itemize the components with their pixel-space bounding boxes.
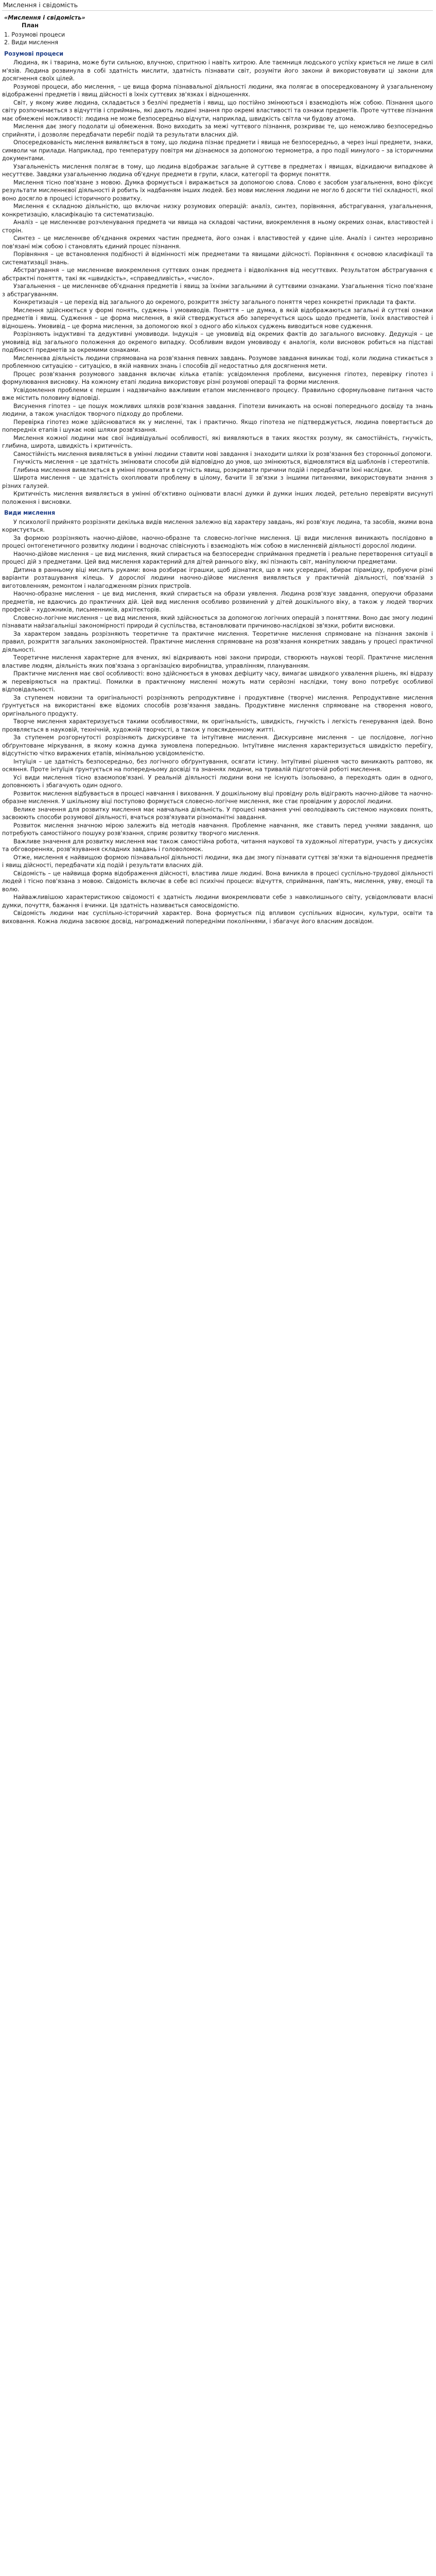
- paragraph: За формою розрізняють наочно-дійове, наочно-образне та словесно-логічне мислення. Ці види мислення виникають послідовно в процесі онтогенетичного розвитку людини і водночас співіснують і взаємодіють між собою в мисленнєвій діяльності дорослої людини.: [2, 534, 433, 549]
- paragraph: Отже, мислення є найвищою формою пізнавальної діяльності людини, яка дає змогу пізнавати суттєві зв'язки та відношення предметів і явищ дійсності, передбачати хід подій і результати власних дій.: [2, 854, 433, 869]
- section-title: Розумові процеси: [4, 50, 64, 57]
- paragraph: Самостійність мислення виявляється в умінні людини ставити нові завдання і знаходити шляхи їх розв'язання без сторонньої допомоги.: [13, 450, 432, 457]
- document-subtitle: План: [22, 22, 39, 29]
- paragraph: Дитина в ранньому віці мислить руками: вона розбирає іграшки, щоб дізнатися, що в них усередині, збирає пірамідку, пробуючи різні варіанти розташування кілець. У дорослої людини наочно-дійове мислення виявляється у практичній діяльності, пов'язаній з виготовленням, ремонтом і налагодженням різних пристроїв.: [2, 566, 433, 589]
- paragraph: Наочно-образне мислення – це вид мислення, який спирається на образи уявлення. Людина розв'язує завдання, оперуючи образами предметів, не вдаючись до практичних дій. Цей вид мислення особливо розвинений у дітей дошкільного віку, а також у людей творчих професій – художників, письменників, архітекторів.: [2, 590, 433, 613]
- paragraph: Найважливішою характеристикою свідомості є здатність людини виокремлювати себе з навколишнього світу, усвідомлювати власні думки, почуття, бажання і вчинки. Ця здатність називається самосвідомістю.: [2, 894, 433, 909]
- plan-item-2: 2. Види мислення: [4, 39, 58, 46]
- content-sections: [2, 50, 433, 926]
- paragraph: Узагальнення – це мисленнєве об'єднання предметів і явищ за їхніми загальними й суттєвими ознаками. Узагальнення тісно пов'язане з абстрагуванням.: [2, 283, 433, 298]
- paragraph: Людина, як і тварина, може бути сильною, влучною, спритною і навіть хитрою. Але таємниця людського успіху криється не лише в силі м'язів. Людина розвинула в собі здатність мислити, здатність пізнавати світ, розуміти його закони й використовувати ці закони для досягнення своїх цілей.: [2, 59, 433, 82]
- paragraph: Практичне мислення має свої особливості: воно здійснюється в умовах дефіциту часу, вимагає швидкого ухвалення рішень, які відразу ж перевіряються на практиці. Помилки в практичному мисленні можуть мати серйозні наслідки, тому воно потребує особливої відповідальності.: [2, 670, 433, 693]
- paragraph: Мислення здійснюється у формі понять, суджень і умовиводів. Поняття – це думка, в якій відображаються загальні й суттєві ознаки предметів і явищ. Судження – це форма мислення, в якій стверджується або заперечується щось щодо предметів, їхніх властивостей і відношень. Умовивід – це форма мислення, за допомогою якої з одного або кількох суджень виводиться нове судження.: [2, 307, 433, 330]
- paragraph: Свідомість – це найвища форма відображення дійсності, властива лише людині. Вона виникла в процесі суспільно-трудової діяльності людей і тісно пов'язана з мовою. Свідомість включає в себе всі психічні процеси: відчуття, сприймання, пам'ять, мислення, уяву, емоції та волю.: [2, 870, 433, 893]
- paragraph: Велике значення для розвитку мислення має навчальна діяльність. У процесі навчання учні оволодівають системою наукових понять, засвоюють способи розумової діяльності, вчаться розв'язувати різноманітні завдання.: [2, 806, 433, 821]
- paragraph: Критичність мислення виявляється в умінні об'єктивно оцінювати власні думки й думки інших людей, ретельно перевіряти висунуті положення і висновки.: [2, 490, 433, 505]
- paragraph: Важливе значення для розвитку мислення має також самостійна робота, читання наукової та художньої літератури, участь у дискусіях та обговореннях, розв'язування складних завдань і головоломок.: [2, 838, 433, 853]
- paragraph: Усі види мислення тісно взаємопов'язані. У реальній діяльності людини вони не існують ізольовано, а переходять один в одного, доповнюють і збагачують один одного.: [2, 774, 433, 789]
- paragraph: Висунення гіпотез – це пошук можливих шляхів розв'язання завдання. Гіпотези виникають на основі попереднього досвіду та знань людини, а також унаслідок творчого підходу до проблеми.: [2, 402, 433, 417]
- paragraph: Розвиток мислення значною мірою залежить від методів навчання. Проблемне навчання, яке ставить перед учнями завдання, що потребують самостійного пошуку розв'язання, сприяє розвитку творчого мислення.: [2, 822, 433, 837]
- paragraph: За ступенем новизни та оригінальності розрізняють репродуктивне і продуктивне (творче) мислення. Репродуктивне мислення ґрунтується на використанні вже відомих способів розв'язання завдань. Продуктивне мислення спрямоване на створення нового, оригінального продукту.: [2, 694, 433, 717]
- plan-item-1: 1. Розумові процеси: [4, 31, 65, 38]
- paragraph: За характером завдань розрізняють теоретичне та практичне мислення. Теоретичне мислення спрямоване на пізнання законів і правил, розкриття загальних закономірностей. Практичне мислення спрямоване на розв'язання конкретних завдань у процесі практичної діяльності.: [2, 630, 433, 653]
- paragraph: Словесно-логічне мислення – це вид мислення, який здійснюється за допомогою логічних операцій з поняттями. Воно дає змогу людині пізнавати найзагальніші закономірності природи й суспільства, встановлювати причиново-наслідкові зв'язки, робити висновки.: [2, 614, 433, 629]
- paragraph: Розумові процеси, або мислення, – це вища форма пізнавальної діяльності людини, яка полягає в опосередкованому й узагальненому відображенні предметів і явищ дійсності в їхніх суттєвих зв'язках і відношеннях.: [2, 83, 433, 98]
- paragraph: Розрізняють індуктивні та дедуктивні умовиводи. Індукція – це умовивід від окремих фактів до загального висновку. Дедукція – це умовивід від загального положення до окремого випадку. Особливим видом умовиводу є аналогія, коли висновок робиться на підставі подібності предметів за окремими ознаками.: [2, 331, 433, 353]
- paragraph: Процес розв'язання розумового завдання включає кілька етапів: усвідомлення проблеми, висунення гіпотез, перевірку гіпотез і формулювання висновку. На кожному етапі людина використовує різні розумові операції та форми мислення.: [2, 370, 433, 385]
- paragraph: Наочно-дійове мислення – це вид мислення, який спирається на безпосереднє сприймання предметів і реальне перетворення ситуації в процесі дій з предметами. Цей вид мислення характерний для дітей раннього віку, які пізнають світ, маніпулюючи предметами.: [2, 550, 433, 565]
- paragraph: Мислення кожної людини має свої індивідуальні особливості, які виявляються в таких якостях розуму, як самостійність, гнучкість, глибина, широта, швидкість і критичність.: [2, 434, 433, 449]
- paragraph: Широта мислення – це здатність охоплювати проблему в цілому, бачити її зв'язки з іншими питаннями, використовувати знання з різних галузей.: [2, 474, 433, 489]
- paragraph: Теоретичне мислення характерне для вчених, які відкривають нові закони природи, створюють наукові теорії. Практичне мислення властиве людям, діяльність яких пов'язана з організацією виробництва, управлінням, плануванням.: [2, 654, 433, 669]
- document-title: «Мислення і свідомість»: [4, 14, 85, 21]
- paragraph: Перевірка гіпотез може здійснюватися як у мисленні, так і практично. Якщо гіпотеза не підтверджується, людина повертається до попередніх етапів і шукає нові шляхи розв'язання.: [2, 418, 433, 433]
- paragraph: Гнучкість мислення – це здатність змінювати способи дій відповідно до умов, що змінюються, відмовлятися від шаблонів і стереотипів.: [13, 459, 430, 465]
- paragraph: Мисленнєва діяльність людини спрямована на розв'язання певних завдань. Розумове завдання виникає тоді, коли людина стикається з проблемною ситуацією – ситуацією, в якій наявних знань і способів дії недостатньо для досягнення мети.: [2, 354, 433, 369]
- paragraph: Аналіз – це мисленнєве розчленування предмета чи явища на складові частини, виокремлення в ньому окремих ознак, властивостей і сторін.: [2, 219, 433, 234]
- paragraph: Свідомість людини має суспільно-історичний характер. Вона формується під впливом суспільних відносин, культури, освіти та виховання. Кожна людина засвоює досвід, нагромаджений попередніми поколіннями, і збагачує його власним досвідом.: [2, 910, 433, 925]
- paragraph: Мислення дає змогу подолати ці обмеження. Воно виходить за межі чуттєвого пізнання, розкриває те, що неможливо безпосередньо сприйняти, і дозволяє передбачати перебіг подій та результати власних дій.: [2, 123, 433, 138]
- paragraph: Узагальненість мислення полягає в тому, що людина відображає загальне й суттєве в предметах і явищах, відкидаючи випадкове й несуттєве. Завдяки узагальненню людина об'єднує предмети в групи, класи, категорії та формує поняття.: [2, 163, 433, 178]
- paragraph: Конкретизація – це перехід від загального до окремого, розкриття змісту загального поняття через конкретні приклади та факти.: [13, 299, 416, 306]
- paragraph: Глибина мислення виявляється в умінні проникати в сутність явищ, розкривати причини подій і передбачати їхні наслідки.: [13, 466, 393, 473]
- paragraph: У психології прийнято розрізняти декілька видів мислення залежно від характеру завдань, які розв'язує людина, та засобів, якими вона користується.: [2, 518, 433, 533]
- paragraph: Усвідомлення проблеми є першим і надзвичайно важливим етапом мисленнєвого процесу. Правильно сформульоване питання часто вже містить половину відповіді.: [2, 386, 433, 401]
- section-title: Види мислення: [4, 510, 56, 516]
- paragraph: Порівняння – це встановлення подібності й відмінності між предметами та явищами дійсності. Порівняння є основою класифікації та систематизації знань.: [2, 251, 433, 266]
- paragraph: Абстрагування – це мисленнєве виокремлення суттєвих ознак предмета і відволікання від несуттєвих. Результатом абстрагування є абстрактні поняття, такі як «швидкість», «справедливість», «число».: [2, 267, 433, 282]
- paragraph: Світ, у якому живе людина, складається з безлічі предметів і явищ, що постійно змінюються і взаємодіють між собою. Пізнання цього світу розпочинається з відчуттів і сприймань, які дають людині знання про окремі властивості та ознаки предметів. Проте чуттєве пізнання має обмежені можливості: людина не може безпосередньо відчути, наприклад, швидкість світла чи будову атома.: [2, 99, 433, 122]
- page: [0, 0, 436, 925]
- breadcrumb: Мислення і свідомість: [2, 0, 433, 11]
- paragraph: За ступенем розгорнутості розрізняють дискурсивне та інтуїтивне мислення. Дискурсивне мислення – це послідовне, логічно обґрунтоване міркування, в якому кожна думка зумовлена попередньою. Інтуїтивне мислення характеризується швидкістю перебігу, відсутністю чітко виражених етапів, мінімальною усвідомленістю.: [2, 734, 433, 757]
- paragraph: Інтуїція – це здатність безпосередньо, без логічного обґрунтування, осягати істину. Інтуїтивні рішення часто виникають раптово, як осяяння. Проте інтуїція ґрунтується на попередньому досвіді та знаннях людини, на тривалій підготовчій роботі мислення.: [2, 758, 433, 773]
- paragraph: Творче мислення характеризується такими особливостями, як оригінальність, швидкість, гнучкість і легкість генерування ідей. Воно проявляється в науковій, технічній, художній творчості, а також у повсякденному житті.: [2, 718, 433, 733]
- paragraph: Синтез – це мисленнєве об'єднання окремих частин предмета, його ознак і властивостей у єдине ціле. Аналіз і синтез нерозривно пов'язані між собою і становлять єдиний процес пізнання.: [2, 235, 433, 250]
- paragraph: Мислення тісно пов'язане з мовою. Думка формується і виражається за допомогою слова. Слово є засобом узагальнення, воно фіксує результати мисленнєвої діяльності й робить їх надбанням інших людей. Без мови мислення людини не могло б досягти тієї складності, якої воно досягло в процесі історичного розвитку.: [2, 179, 433, 202]
- paragraph: Розвиток мислення відбувається в процесі навчання і виховання. У дошкільному віці провідну роль відіграють наочно-дійове та наочно-образне мислення. У шкільному віці поступово формується словесно-логічне мислення, яке стає провідним у дорослої людини.: [2, 790, 433, 805]
- paragraph: Опосередкованість мислення виявляється в тому, що людина пізнає предмети і явища не безпосередньо, а через інші предмети, знаки, символи чи прилади. Наприклад, про температуру повітря ми дізнаємося за допомогою термометра, а про події минулого – за історичними документами.: [2, 139, 433, 162]
- paragraph: Мислення є складною діяльністю, що включає низку розумових операцій: аналіз, синтез, порівняння, абстрагування, узагальнення, конкретизацію, класифікацію та систематизацію.: [2, 203, 433, 218]
